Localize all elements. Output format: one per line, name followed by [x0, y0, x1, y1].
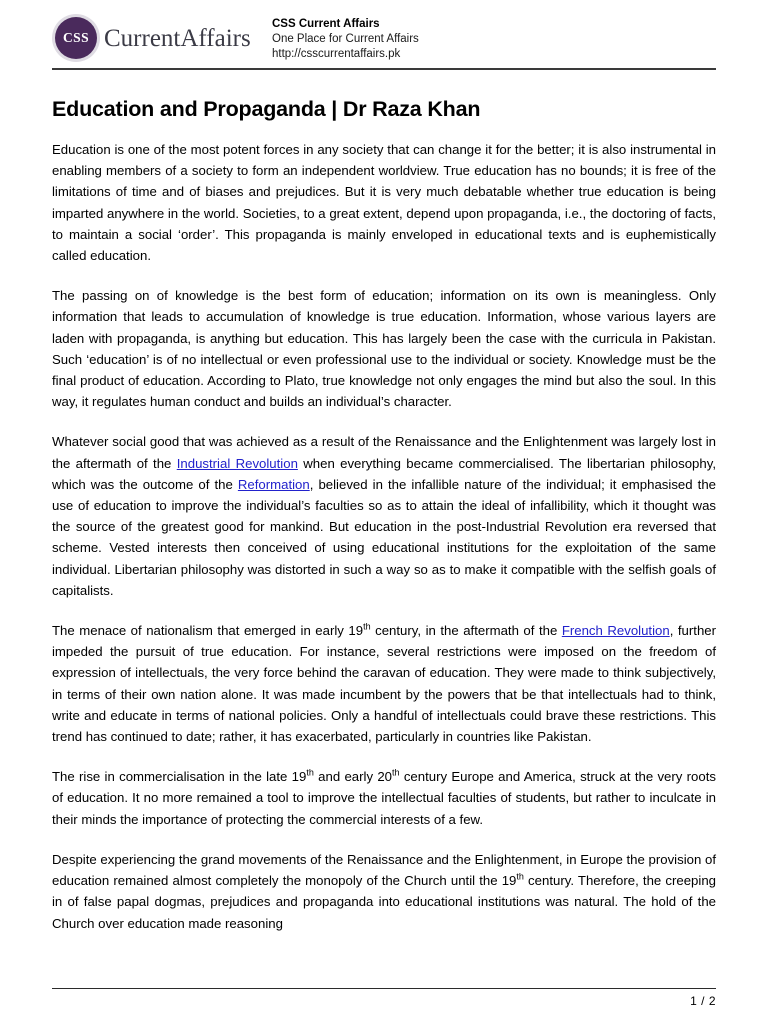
paragraph-5-text-a: The rise in commercialisation in the late 19 — [52, 769, 307, 785]
paragraph-3-text-b: when everything became commercialised. The libertarian philosophy, which was the outcome of the — [52, 455, 716, 492]
header-divider — [52, 68, 716, 70]
logo-wordmark: CurrentAffairs — [104, 24, 251, 52]
article-body — [52, 139, 716, 934]
paragraph-4-text-c: , further impeded the pursuit of true education. For instance, several restrictions were imposed on the freedom of expression of intellectuals, the very force behind the caravan of education. They were made to think subjectively, in terms of their own nation alone. It was made incumbent by the powers that be that intellectuals had to think, write and educate in terms of national policies. Only a handful of intellectuals could brave these restrictions. This trend has continued to date; rather, it has exacerbated, particularly in countries like Pakistan. — [52, 623, 717, 745]
paragraph-3-text-c: , believed in the infallible nature of the individual; it emphasised the use of education to improve the individual’s faculties so as to attain the ideal of infallibility, which it thought was the source of the greatest good for mankind. But education in the post-Industrial Revolution era reversed that scheme. Vested interests then conceived of using educational institutions for the exploitation of the same individual. Libertarian philosophy was distorted in such a way so as to make it compatible with the selfish goals of capitalists. — [52, 476, 716, 598]
paragraph-5 — [52, 766, 716, 830]
paragraph-6 — [52, 849, 716, 934]
paragraph-4-text-b: century, in the aftermath of the — [370, 623, 562, 639]
document-header — [52, 0, 716, 62]
paragraph-6-text-b: century. Therefore, the creeping in of false papal dogmas, prejudices and propaganda into educational institutions was natural. The hold of the Church over education made reasoning — [52, 873, 716, 931]
link-industrial-revolution[interactable]: Industrial Revolution — [176, 455, 298, 471]
css-logo-icon — [52, 14, 100, 62]
paragraph-6-ordinal-suffix-1: th — [516, 871, 524, 882]
document-footer — [52, 988, 716, 1010]
site-info — [272, 14, 419, 62]
page-number: 1 / 2 — [690, 994, 716, 1008]
page-title: Education and Propaganda | Dr Raza Khan — [52, 97, 481, 121]
paragraph-3 — [52, 431, 716, 601]
site-logo — [52, 14, 264, 62]
link-reformation[interactable]: Reformation — [237, 476, 310, 492]
paragraph-4 — [52, 620, 716, 747]
site-title: CSS Current Affairs — [272, 18, 380, 30]
paragraph-5-text-b: and early 20 — [313, 769, 393, 785]
site-tagline: One Place for Current Affairs — [272, 33, 419, 45]
paragraph-5-ordinal-suffix-2: th — [392, 767, 400, 778]
link-french-revolution[interactable]: French Revolution — [561, 623, 670, 639]
paragraph-5-text-c: century Europe and America, struck at the very roots of education. It no more remained a tool to improve the intellectual faculties of students, but rather to inculcate in their minds the importance of protecting the commercial interests of a few. — [52, 769, 716, 827]
paragraph-4-text-a: The menace of nationalism that emerged in early 19 — [52, 623, 364, 639]
paragraph-3-text-a: Whatever social good that was achieved as a result of the Renaissance and the Enlightenment was largely lost in the aftermath of the — [52, 434, 716, 471]
paragraph-4-ordinal-suffix-1: th — [363, 621, 371, 632]
site-url: http://csscurrentaffairs.pk — [272, 48, 401, 60]
paragraph-2: The passing on of knowledge is the best form of education; information on its own is meaningless. Only information that leads to accumulation of knowledge is true education. Information, whose various layers are laden with propaganda, is anything but education. This has largely been the case with the curricula in Pakistan. Such ‘education’ is of no intellectual or even professional use to the individual or society. Knowledge must be the final product of education. According to Plato, true knowledge not only engages the mind but also the soul. In this way, it regulates human conduct and builds an individual’s character. — [52, 288, 716, 410]
paragraph-1: Education is one of the most potent forces in any society that can change it for the better; it is also instrumental in enabling members of a society to form an independent worldview. True education has no bounds; it is free of the limitations of time and of biases and prejudices. But it is very much debatable whether true education is being imparted anywhere in the world. Societies, to a great extent, depend upon propaganda, i.e., the doctoring of facts, to maintain a social ‘order’. This propaganda is mainly enveloped in educational texts and is euphemistically called education. — [52, 142, 716, 264]
logo-badge-label: CSS — [63, 30, 89, 45]
paragraph-5-ordinal-suffix-1: th — [306, 767, 314, 778]
paragraph-6-text-a: Despite experiencing the grand movements of the Renaissance and the Enlightenment, in Europe the provision of education remained almost completely the monopoly of the Church until the 19 — [52, 851, 716, 889]
